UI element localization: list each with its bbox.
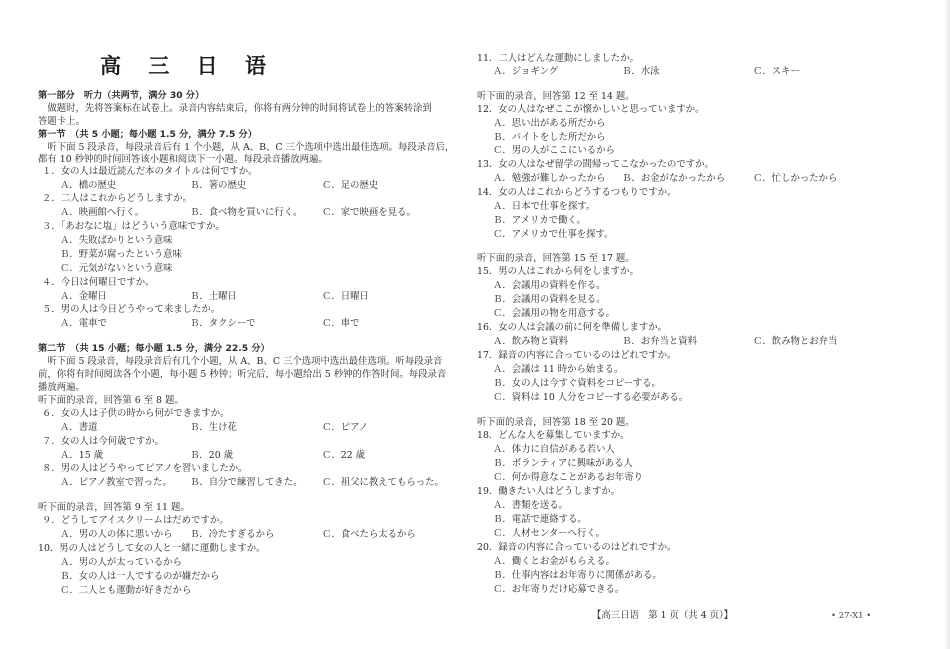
- q2-option-a: Ａ．映画館へ行く。: [60, 207, 145, 218]
- question-6: ６．女の人は子供の時から何ができますか。: [42, 408, 230, 419]
- question-9: ９．どうしてアイスクリームはだめですか。: [42, 515, 229, 526]
- q10-option-a: Ａ．男の人が太っているから: [60, 557, 182, 568]
- q5-option-a: Ａ．電車で: [60, 318, 107, 329]
- q20-option-c: Ｃ．お年寄りだけ応募できる。: [493, 584, 625, 595]
- question-7: ７．女の人は今何歳ですか。: [42, 436, 164, 447]
- question-4: ４．今日は何曜日ですか。: [42, 277, 155, 288]
- q16-option-b: Ｂ．お弁当と資料: [622, 336, 698, 347]
- q6-option-a: Ａ．書道: [60, 422, 98, 433]
- q1-option-b: Ｂ．箸の歴史: [190, 180, 247, 191]
- q14-option-c: Ｃ．アメリカで仕事を探す。: [493, 229, 614, 240]
- group-18-20-prompt: 听下面的录音，回答第 18 至 20 题。: [477, 417, 635, 428]
- group-9-11-prompt: 听下面的录音，回答第 9 至 11 题。: [38, 502, 190, 513]
- question-12: 12．女の人はなぜここが懐かしいと思っていますか。: [477, 104, 705, 115]
- q15-option-a: Ａ．会議用の資料を作る。: [493, 280, 606, 291]
- q7-option-a: Ａ．15 歳: [60, 450, 104, 461]
- q5-option-c: Ｃ．車で: [322, 318, 360, 329]
- page-title: 高 三 日 语: [100, 54, 276, 78]
- q9-option-a: Ａ．男の人の体に悪いから: [60, 529, 173, 540]
- q7-option-c: Ｃ．22 歳: [322, 450, 366, 461]
- question-11: 11．二人はどんな運動にしましたか。: [477, 53, 639, 64]
- q19-option-c: Ｃ．人材センターへ行く。: [493, 528, 605, 539]
- section1-heading: 第一节 （共 5 小题；每小题 1.5 分，满分 7.5 分）: [38, 129, 257, 140]
- question-15: 15．男の人はこれから何をしますか。: [477, 266, 639, 277]
- q12-option-c: Ｃ．男の人がここにいるから: [493, 145, 615, 156]
- q7-option-b: Ｂ．20 歳: [190, 450, 234, 461]
- q10-option-c: Ｃ．二人とも運動が好きだから: [60, 585, 192, 596]
- q8-option-a: Ａ．ピアノ教室で習った。: [60, 477, 172, 488]
- q3-option-a: Ａ．失敗ばかりという意味: [60, 235, 173, 246]
- question-19: 19．働きたい人はどうしますか。: [477, 486, 621, 497]
- q4-option-c: Ｃ．日曜日: [322, 291, 369, 302]
- q12-option-b: Ｂ．バイトをした所だから: [493, 132, 606, 143]
- q8-option-c: Ｃ．祖父に教えてもらった。: [322, 477, 444, 488]
- question-18: 18．どんな人を募集していますか。: [477, 430, 630, 441]
- q9-option-b: Ｂ．冷たすぎるから: [190, 529, 275, 540]
- q13-option-a: Ａ．勉強が難しかったから: [493, 173, 606, 184]
- question-13: 13．女の人はなぜ留学の間帰ってこなかったのですか。: [477, 159, 714, 170]
- q13-option-b: Ｂ．お金がなかったから: [622, 173, 726, 184]
- q1-option-c: Ｃ．足の歴史: [322, 180, 379, 191]
- section2-heading: 第二节 （共 15 小题；每小题 1.5 分，满分 22.5 分）: [38, 343, 270, 354]
- q6-option-c: Ｃ．ピアノ: [322, 422, 369, 433]
- question-1: １．女の人は最近読んだ本のタイトルは何ですか。: [42, 166, 258, 177]
- q14-option-a: Ａ．日本で仕事を探す。: [493, 201, 596, 212]
- q18-option-a: Ａ．体力に自信がある若い人: [493, 444, 615, 455]
- question-10: 10．男の人はどうして女の人と一緒に運動しますか。: [38, 543, 266, 554]
- q14-option-b: Ｂ．アメリカで働く。: [493, 215, 586, 226]
- q4-option-b: Ｂ．土曜日: [190, 291, 237, 302]
- section2-instructions-line1: 听下面 5 段录音，每段录音后有几个小题，从 A、B、C 三个选项中选出最佳选项。听每段录音: [38, 356, 443, 367]
- scan-edge: [944, 0, 950, 649]
- q15-option-c: Ｃ．会議用の物を用意する。: [493, 308, 615, 319]
- q19-option-b: Ｂ．電話で連絡する。: [493, 514, 587, 525]
- question-16: 16．女の人は会議の前に何を準備しますか。: [477, 322, 668, 333]
- group-6-8-prompt: 听下面的录音，回答第 6 至 8 题。: [38, 395, 184, 406]
- section2-instructions-line3: 播放两遍。: [38, 382, 85, 393]
- group-12-14-prompt: 听下面的录音，回答第 12 至 14 题。: [477, 91, 635, 102]
- q6-option-b: Ｂ．生け花: [190, 422, 237, 433]
- q18-option-c: Ｃ．何か得意なことがあるお年寄り: [493, 472, 644, 483]
- q16-option-c: Ｃ．飲み物とお弁当: [753, 336, 838, 347]
- part1-heading: 第一部分 听力（共两节，满分 30 分）: [38, 90, 205, 101]
- q19-option-a: Ａ．書類を送る。: [493, 500, 569, 511]
- question-8: ８．男の人はどうやってピアノを習いましたか。: [42, 463, 248, 474]
- q13-option-c: Ｃ．忙しかったから: [753, 173, 838, 184]
- q9-option-c: Ｃ．食べたら太るから: [322, 529, 416, 540]
- q3-option-c: Ｃ．元気がないという意味: [60, 263, 173, 274]
- section1-instructions-line1: 听下面 5 段录音，每段录音后有 1 个小题，从 A、B、C 三个选项中选出最佳选项。每段录音后，: [38, 142, 455, 153]
- q2-option-b: Ｂ．食べ物を買いに行く。: [190, 207, 303, 218]
- q11-option-b: Ｂ．水泳: [622, 66, 660, 77]
- q20-option-a: Ａ．働くとお金がもらえる。: [493, 556, 615, 567]
- page-code: • 27-X1 •: [831, 611, 872, 621]
- q10-option-b: Ｂ．女の人は一人でするのが嫌だから: [60, 571, 220, 582]
- q3-option-b: Ｂ．野菜が腐ったという意味: [60, 249, 182, 260]
- section2-instructions-line2: 前，你将有时间阅读各个小题，每小题 5 秒钟；听完后，每小题给出 5 秒钟的作答时间。每段录音: [38, 369, 447, 380]
- q4-option-a: Ａ．金曜日: [60, 291, 107, 302]
- q8-option-b: Ｂ．自分で練習してきた。: [190, 477, 303, 488]
- question-2: ２．二人はこれからどうしますか。: [42, 193, 193, 204]
- q11-option-c: Ｃ．スキー: [753, 66, 800, 77]
- q5-option-b: Ｂ．タクシーで: [190, 318, 256, 329]
- q17-option-b: Ｂ．女の人は今すぐ資料をコピーする。: [493, 378, 661, 389]
- q12-option-a: Ａ．思い出がある所だから: [493, 118, 606, 129]
- part1-instructions-line2: 答题卡上。: [38, 116, 85, 127]
- q18-option-b: Ｂ．ボランティアに興味がある人: [493, 458, 633, 469]
- q15-option-b: Ｂ．会議用の資料を見る。: [493, 294, 606, 305]
- question-5: ５．男の人は今日どうやって来ましたか。: [42, 304, 221, 315]
- group-15-17-prompt: 听下面的录音，回答第 15 至 17 题。: [477, 253, 635, 264]
- question-17: 17．録音の内容に合っているのはどれですか。: [477, 350, 677, 361]
- q17-option-a: Ａ．会議は 11 時から始まる。: [493, 364, 624, 375]
- q11-option-a: Ａ．ジョギング: [493, 66, 559, 77]
- q16-option-a: Ａ．飲み物と資料: [493, 336, 569, 347]
- q17-option-c: Ｃ．資料は 10 人分をコピーする必要がある。: [493, 392, 689, 403]
- question-14: 14．女の人はこれからどうするつもりですか。: [477, 187, 677, 198]
- part1-instructions-line1: 做题时，先将答案标在试卷上。录音内容结束后，你将有两分钟的时间将试卷上的答案转涂到: [38, 103, 432, 114]
- question-3: ３．「あおなに塩」はどういう意味ですか。: [42, 221, 225, 232]
- page-footer: 【高三日语 第 1 页（共 4 页）】: [592, 610, 734, 621]
- section1-instructions-line2: 都有 10 秒钟的时间回答该小题和阅读下一小题。每段录音播放两遍。: [38, 154, 328, 165]
- q1-option-a: Ａ．橋の歴史: [60, 180, 117, 191]
- question-20: 20．録音の内容に合っているのはどれですか。: [477, 542, 677, 553]
- q2-option-c: Ｃ．家で映画を見る。: [322, 207, 416, 218]
- q20-option-b: Ｂ．仕事内容はお年寄りに関係がある。: [493, 570, 662, 581]
